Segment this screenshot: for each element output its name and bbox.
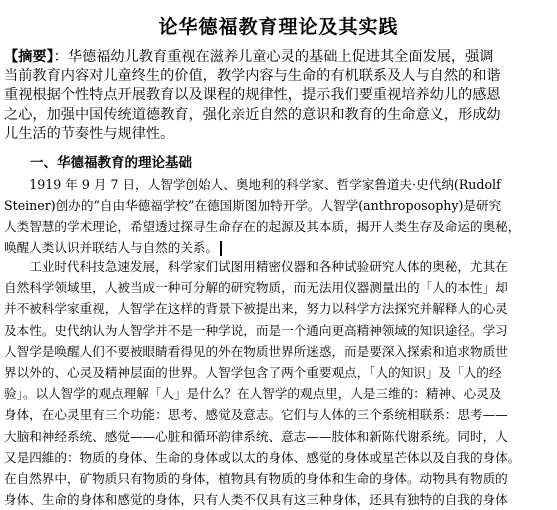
paragraph-line: Steiner)创办的“自由华德福学校”在德国斯图加特开学。人智学(anthroposophy)是研究 — [4, 198, 502, 214]
paragraph-line: 在自然界中，矿物质只有物质的身体，植物具有物质的身体和生命的身体。动物具有物质的 — [4, 470, 508, 486]
abstract-line — [4, 48, 554, 67]
paragraph-line: 人类智慧的学术理论，希望透过探寻生命存在的起源及其本质，揭开人类生存及命运的奥秘， — [4, 219, 521, 235]
paragraph-line: 工业时代科技急速发展，科学家们试图用精密仪器和各种试验研究人体的奥秘，尤其在 — [4, 259, 508, 274]
paragraph-line: 界以外的、心灵及精神层面的世界。人智学包含了两个重要观点，「人的知识」及「人的经 — [4, 364, 502, 380]
paragraph-line: 身体、生命的身体和感觉的身体，只有人类不仅具有这三种身体，还具有独特的自我的身体 — [4, 492, 508, 508]
paragraph-line: 并不被科学家重视，人智学在这样的背景下被提出来，努力以科学方法探究并解释人的心灵 — [4, 301, 508, 317]
abstract-text: ：华德福幼儿教育重视在滋养儿童心灵的基础上促进其全面发展，强调 — [53, 49, 494, 65]
paragraph-line: 身体，在心灵里有三个功能：思考、感觉及意志。它们与人体的三个系统相联系：思考—— — [4, 407, 508, 423]
abstract — [4, 48, 554, 144]
abstract-label: 【摘要】 — [4, 49, 54, 65]
paragraph-line: 及本性。史代纳认为人智学并不是一种学说，而是一个通向更高精神领域的知识途径。学习 — [4, 322, 508, 338]
paragraph-line: 大脑和神经系统、感觉——心脏和循环韵律系统、意志——肢体和新陈代谢系统。同时，人 — [4, 428, 508, 444]
paragraph-2 — [4, 256, 555, 510]
text-cursor — [220, 241, 222, 256]
paragraph-1 — [4, 174, 555, 258]
abstract-line: 之心，加强中国传统道德教育，强化亲近自然的意识和教育的生命意义，形成幼 — [4, 106, 501, 123]
section-heading: 一、华德福教育的理论基础 — [30, 155, 192, 171]
paragraph-line: 验」。以人智学的观点理解「人」是什么？在人智学的观点里，人是三维的：精神、心灵及 — [4, 386, 502, 402]
abstract-line: 当前教育内容对儿童终生的价值，教学内容与生命的有机联系及人与自然的和谐 — [4, 68, 501, 85]
paragraph-line: 1919 年 9 月 7 日，人智学创始人、奥地利的科学家、哲学家鲁道夫·史代纳(Rudolf — [4, 177, 501, 192]
document-title: 论华德福教育理论及其实践 — [158, 16, 399, 38]
paragraph-line-text: 唤醒人类认识并联结人与自然的关系。 — [4, 240, 219, 256]
paragraph-line: 人智学是唤醒人们不要被眼睛看得见的外在物质世界所迷惑，而是要深入探索和追求物质世 — [4, 343, 508, 359]
paragraph-line: 又是四維的：物质的身体、生命的身体或以太的身体、感觉的身体或星芒体以及自我的身体。 — [4, 449, 521, 465]
abstract-line: 重视根据个性特点开展教育以及课程的规律性，提示我们要重视培养幼儿的感恩 — [4, 87, 501, 104]
paragraph-line: 自然科学领域里，人被当成一种可分解的研究物质，而无法用仪器测量出的「人的本性」却 — [4, 280, 508, 296]
abstract-line: 儿生活的节奏性与规律性。 — [4, 125, 175, 142]
